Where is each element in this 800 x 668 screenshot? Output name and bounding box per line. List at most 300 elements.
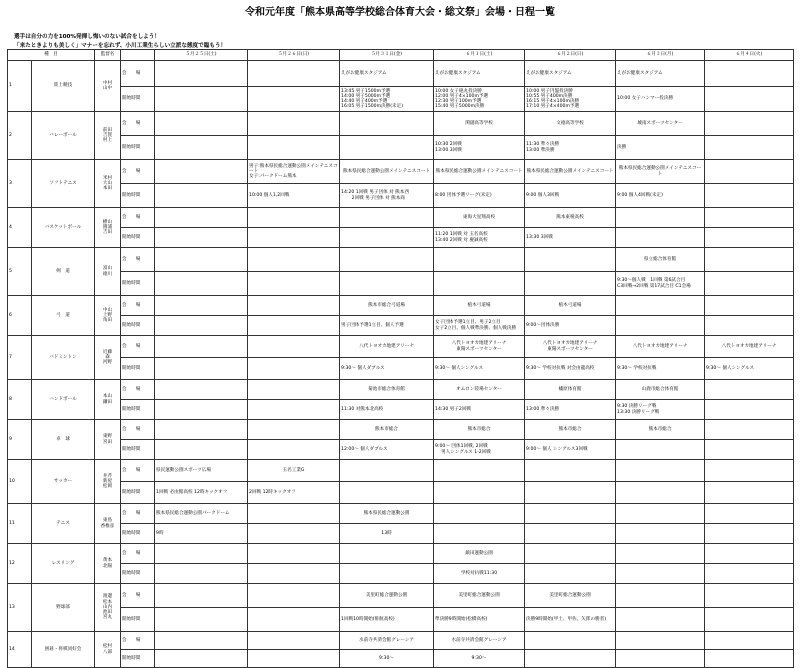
venue-cell-0604: [705, 544, 794, 564]
time-cell-0601: 9:00～ 団体1回戦, 2回戦 男人シングルス 1-2回戦: [434, 440, 525, 460]
start-time-label: 開始時間: [121, 136, 155, 160]
time-cell-0601: 女子団体予選1立目、男子2立目 女子2立目、個人戦準決勝、個人戦決勝: [434, 316, 525, 336]
time-cell-0604: [705, 272, 794, 296]
supervisor-names: 井芹 新屋 松岡: [95, 460, 121, 504]
start-time-label: 開始時間: [121, 650, 155, 668]
venue-cell-0601: 水前寺共済会館グレーシア: [434, 632, 525, 650]
sport-venue-row: [8, 336, 794, 358]
venue-cell-0602: [525, 632, 616, 650]
sport-name: レスリング: [32, 544, 95, 584]
time-cell-0601: 10:00 女子砲丸投決勝 12:00 男子4×100m予選 12:30 男子100m予選 15:40 男子5000m決勝: [434, 87, 525, 112]
time-cell-0531: [340, 564, 434, 584]
header-row: [8, 50, 794, 61]
venue-cell-0603: 熊本市総合: [616, 420, 705, 440]
venue-cell-0526: [248, 112, 340, 136]
time-cell-0603: [616, 524, 705, 544]
sport-time-row: [8, 272, 794, 296]
time-cell-0603: 9:30～ 学校対抗戦: [616, 358, 705, 380]
venue-cell-0526: [248, 584, 340, 608]
start-time-label: 開始時間: [121, 228, 155, 248]
venue-cell-0603: [616, 632, 705, 650]
venue-label: 会 場: [121, 460, 155, 482]
time-cell-0531: [340, 136, 434, 160]
time-cell-0603: 9:30 決勝リーグ戦 13:30 決勝リーグ戦: [616, 400, 705, 420]
sport-number: 5: [8, 248, 32, 296]
venue-cell-0604: [705, 112, 794, 136]
time-cell-0526: [248, 272, 340, 296]
time-cell-0601: 9:30～: [434, 650, 525, 668]
venue-cell-0602: 美里町総合運動公園: [525, 584, 616, 608]
time-cell-0603: [616, 228, 705, 248]
time-cell-0525: [155, 272, 248, 296]
time-cell-0603: 決勝: [616, 136, 705, 160]
time-cell-0601: 学校対抗戦11:30: [434, 564, 525, 584]
supervisor-names: 米村 大山 本田: [95, 160, 121, 208]
sport-name: 囲碁・将棋同好会: [32, 632, 95, 668]
time-cell-0526: [248, 136, 340, 160]
venue-cell-0531: 八代トヨオカ地建アリーナ: [340, 336, 434, 358]
time-cell-0602: 10:00 男子円盤投決勝 10:55 男子400m決勝 16:15 男子4×100m決勝 17:10 男子4×400m予選: [525, 87, 616, 112]
venue-cell-0602: [525, 544, 616, 564]
sport-number: 11: [8, 504, 32, 544]
header-date-0601: ６月１日(土): [434, 50, 525, 61]
time-cell-0603: [616, 564, 705, 584]
venue-cell-0602: 八代トヨオカ地建アリーナ 東陽スポーツセンター: [525, 336, 616, 358]
sport-time-row: [8, 184, 794, 208]
time-cell-0525: [155, 440, 248, 460]
sport-venue-row: [8, 632, 794, 650]
time-cell-0531: [340, 272, 434, 296]
time-cell-0604: [705, 564, 794, 584]
sport-name: ハンドボール: [32, 380, 95, 420]
venue-cell-0603: [616, 208, 705, 228]
start-time-label: 開始時間: [121, 358, 155, 380]
time-cell-0531: 14:20 1回戦 男子団体 対 熊本西 2回戦 男子団体 対 熊本商: [340, 184, 434, 208]
time-cell-0604: [705, 608, 794, 632]
venue-cell-0604: [705, 208, 794, 228]
sport-number: 7: [8, 336, 32, 380]
venue-cell-0602: えがお健康スタジアム: [525, 61, 616, 87]
time-cell-0601: [434, 482, 525, 504]
sport-time-row: [8, 564, 794, 584]
venue-label: 会 場: [121, 544, 155, 564]
header-date-0526: ５月２６日(日): [248, 50, 340, 61]
time-cell-0525: [155, 608, 248, 632]
time-cell-0602: 9:00 個人3回戦: [525, 184, 616, 208]
supervisor-names: 東島 香椎彦: [95, 504, 121, 544]
sport-name: 陸上競技: [32, 61, 95, 112]
supervisor-names: 中山 上野 角田: [95, 296, 121, 336]
venue-label: 会 場: [121, 61, 155, 87]
time-cell-0604: [705, 650, 794, 668]
sport-venue-row: [8, 112, 794, 136]
venue-cell-0601: [434, 504, 525, 524]
venue-cell-0525: [155, 632, 248, 650]
time-cell-0604: [705, 524, 794, 544]
supervisor-names: 松村 八部: [95, 632, 121, 668]
time-cell-0603: [616, 650, 705, 668]
venue-cell-0604: [705, 160, 794, 184]
time-cell-0526: [248, 400, 340, 420]
venue-cell-0531: 菊池市総合体育館: [340, 380, 434, 400]
venue-cell-0604: [705, 584, 794, 608]
venue-cell-0601: [434, 248, 525, 272]
page-title: 令和元年度「熊本県高等学校総合体育大会・総文祭」会場・日程一覧: [245, 7, 555, 18]
time-cell-0603: [616, 440, 705, 460]
venue-cell-0525: [155, 160, 248, 184]
time-cell-0603: 10:00 女子ハンマー投決勝: [616, 87, 705, 112]
time-cell-0526: [248, 650, 340, 668]
venue-cell-0602: 熊本東稜高校: [525, 208, 616, 228]
time-cell-0525: [155, 87, 248, 112]
venue-cell-0531: 熊本県民総合運動公園メインテニスコート: [340, 160, 434, 184]
venue-cell-0531: [340, 208, 434, 228]
venue-cell-0602: 熊本県民総合運動公園メインテニスコート: [525, 160, 616, 184]
venue-cell-0601: 植木弓道場: [434, 296, 525, 316]
header-date-0531: ５月３１日(金): [340, 50, 434, 61]
supervisor-names: 本山 鎌田: [95, 380, 121, 420]
time-cell-0604: [705, 482, 794, 504]
time-cell-0601: 8:00 団体予選リーグ(未定): [434, 184, 525, 208]
time-cell-0601: 11:20 1回戦 対 玉名高校 13:40 2回戦 対 慶誠高校: [434, 228, 525, 248]
sport-name: 剣 道: [32, 248, 95, 296]
time-cell-0526: 10:00 個人1,2回戦: [248, 184, 340, 208]
time-cell-0604: 9:30～ 個人シングルス: [705, 358, 794, 380]
venue-cell-0604: [705, 296, 794, 316]
venue-cell-0603: 山鹿市総合体育館: [616, 380, 705, 400]
supervisor-names: 前田 吉賀 村上: [95, 112, 121, 160]
venue-cell-0603: [616, 504, 705, 524]
time-cell-0525: [155, 316, 248, 336]
time-cell-0604: [705, 440, 794, 460]
venue-label: 会 場: [121, 632, 155, 650]
time-cell-0602: [525, 272, 616, 296]
supervisor-names: 東野 宮田: [95, 420, 121, 460]
time-cell-0604: [705, 316, 794, 336]
start-time-label: 開始時間: [121, 440, 155, 460]
venue-cell-0526: 玉名工業G: [248, 460, 340, 482]
sport-number: 3: [8, 160, 32, 208]
sport-time-row: [8, 650, 794, 668]
supervisor-names: 渡邊 松本 山内 池田 宮丸: [95, 584, 121, 632]
start-time-label: 開始時間: [121, 184, 155, 208]
time-cell-0531: 男子団体予選1立目、個人予選: [340, 316, 434, 336]
header-date-0604: ６月４日(火): [705, 50, 794, 61]
time-cell-0602: [525, 564, 616, 584]
time-cell-0531: 13:45 男子1500m予選 14:00 男子5000m予選 14:40 男子400m予選 16:05 男子1500m決勝(未定): [340, 87, 434, 112]
time-cell-0604: [705, 228, 794, 248]
venue-cell-0526: [248, 544, 340, 564]
venue-label: 会 場: [121, 584, 155, 608]
time-cell-0525: [155, 650, 248, 668]
venue-cell-0531: 熊本県民総合運動公園: [340, 504, 434, 524]
sport-name: バレーボール: [32, 112, 95, 160]
sport-time-row: [8, 316, 794, 336]
venue-cell-0525: [155, 208, 248, 228]
sport-name: テニス: [32, 504, 95, 544]
venue-label: 会 場: [121, 420, 155, 440]
venue-cell-0525: [155, 61, 248, 87]
time-cell-0531: [340, 482, 434, 504]
time-cell-0531: 11:30 対熊本北高校: [340, 400, 434, 420]
sport-time-row: [8, 608, 794, 632]
supervisor-names: 横山 園浦 吉田: [95, 208, 121, 248]
time-cell-0526: 2回戦 12時キックオフ: [248, 482, 340, 504]
venue-cell-0526: [248, 61, 340, 87]
venue-cell-0526: [248, 420, 340, 440]
supervisor-names: 富山 徳川: [95, 248, 121, 296]
venue-cell-0526: [248, 380, 340, 400]
time-cell-0525: 1回戦 必由館高校 12時キックオフ: [155, 482, 248, 504]
venue-cell-0603: 城南スポーツセンター: [616, 112, 705, 136]
venue-cell-0602: 橘原体育館: [525, 380, 616, 400]
venue-cell-0531: 美里町総合運動公園: [340, 584, 434, 608]
sport-name: 野球部: [32, 584, 95, 632]
sport-number: 4: [8, 208, 32, 248]
venue-cell-0601: 八代トヨオカ地建アリーナ 東陽スポーツセンター: [434, 336, 525, 358]
sport-venue-row: [8, 208, 794, 228]
venue-cell-0526: 男子:熊本県民総合運動公園メインテニスコート 女子:パークドーム熊本: [248, 160, 340, 184]
venue-cell-0525: 熊本県民総合運動公園パークドーム: [155, 504, 248, 524]
sport-number: 8: [8, 380, 32, 420]
venue-cell-0525: [155, 112, 248, 136]
start-time-label: 開始時間: [121, 608, 155, 632]
sport-name: 弓 道: [32, 296, 95, 336]
slogan-2: 「来たときよりも美しく」マナーを忘れず、小川工業生らしい立派な態度で臨もう！: [14, 43, 227, 49]
venue-cell-0603: [616, 296, 705, 316]
header-date-0603: ６月３日(月): [616, 50, 705, 61]
time-cell-0531: 9:30～: [340, 650, 434, 668]
venue-cell-0525: [155, 584, 248, 608]
sport-venue-row: [8, 544, 794, 564]
time-cell-0526: [248, 440, 340, 460]
sport-time-row: [8, 136, 794, 160]
venue-cell-0526: [248, 504, 340, 524]
sport-number: 9: [8, 420, 32, 460]
time-cell-0525: [155, 358, 248, 380]
sport-name: バスケットボール: [32, 208, 95, 248]
venue-cell-0601: [434, 460, 525, 482]
venue-cell-0604: [705, 460, 794, 482]
time-cell-0602: 9:30～ 学校対抗戦 対会由龍高校: [525, 358, 616, 380]
sport-number: 6: [8, 296, 32, 336]
venue-cell-0526: [248, 248, 340, 272]
time-cell-0526: [248, 564, 340, 584]
venue-cell-0602: 植木弓道場: [525, 296, 616, 316]
venue-cell-0525: 県民運動公園スポーツ広場: [155, 460, 248, 482]
time-cell-0525: [155, 228, 248, 248]
time-cell-0602: 13:30 3回戦: [525, 228, 616, 248]
venue-cell-0526: [248, 632, 340, 650]
time-cell-0601: 準決勝9時開始(松橋高校): [434, 608, 525, 632]
venue-cell-0601: オムロン陸場センター: [434, 380, 525, 400]
time-cell-0601: 10:30 2回戦 13:00 3回戦: [434, 136, 525, 160]
time-cell-0525: [155, 400, 248, 420]
time-cell-0531: [340, 228, 434, 248]
sport-time-row: [8, 482, 794, 504]
time-cell-0526: [248, 316, 340, 336]
start-time-label: 開始時間: [121, 272, 155, 296]
venue-cell-0603: 県立総合体育館: [616, 248, 705, 272]
sport-venue-row: [8, 504, 794, 524]
venue-cell-0601: 熊本県民総合運動公園メインテニスコート: [434, 160, 525, 184]
venue-cell-0525: [155, 544, 248, 564]
time-cell-0603: 9:00 個人4回戦(未定): [616, 184, 705, 208]
venue-cell-0603: [616, 584, 705, 608]
venue-cell-0604: [705, 380, 794, 400]
venue-cell-0604: [705, 504, 794, 524]
header-supervisor: 監督名: [95, 50, 121, 61]
venue-cell-0531: 熊本市総合: [340, 420, 434, 440]
venue-cell-0525: [155, 248, 248, 272]
venue-label: 会 場: [121, 296, 155, 316]
venue-cell-0531: [340, 460, 434, 482]
venue-cell-0525: [155, 336, 248, 358]
start-time-label: 開始時間: [121, 87, 155, 112]
sport-number: 12: [8, 544, 32, 584]
time-cell-0526: [248, 87, 340, 112]
venue-label: 会 場: [121, 380, 155, 400]
sport-time-row: [8, 87, 794, 112]
time-cell-0531: 1回戦10時開始(俳航高校): [340, 608, 434, 632]
venue-cell-0526: [248, 208, 340, 228]
venue-cell-0602: [525, 248, 616, 272]
time-cell-0602: [525, 482, 616, 504]
venue-cell-0531: 水前寺共済会館グレーシア: [340, 632, 434, 650]
venue-cell-0525: [155, 380, 248, 400]
time-cell-0603: 9:30～個人戦 1回戦 第6試合目 C3回戦→2回戦 第17試合目 C1会場: [616, 272, 705, 296]
time-cell-0526: [248, 524, 340, 544]
time-cell-0603: [616, 482, 705, 504]
venue-cell-0602: [525, 460, 616, 482]
time-cell-0604: [705, 400, 794, 420]
time-cell-0526: [248, 608, 340, 632]
venue-cell-0531: [340, 544, 434, 564]
time-cell-0602: 11:30 準々決勝 13:00 準決勝: [525, 136, 616, 160]
sport-venue-row: [8, 420, 794, 440]
venue-label: 会 場: [121, 248, 155, 272]
sport-number: 1: [8, 61, 32, 112]
venue-cell-0601: 美里町総合運動公園: [434, 584, 525, 608]
sport-venue-row: [8, 296, 794, 316]
start-time-label: 開始時間: [121, 564, 155, 584]
sport-number: 13: [8, 584, 32, 632]
venue-label: 会 場: [121, 112, 155, 136]
venue-label: 会 場: [121, 336, 155, 358]
time-cell-0603: [616, 608, 705, 632]
time-cell-0531: 9:30～ 個人ダブルス: [340, 358, 434, 380]
venue-cell-0525: [155, 296, 248, 316]
venue-cell-0531: 熊本市総合弓道場: [340, 296, 434, 316]
start-time-label: 開始時間: [121, 524, 155, 544]
time-cell-0525: [155, 564, 248, 584]
time-cell-0525: [155, 136, 248, 160]
time-cell-0602: 13:00 準々決勝: [525, 400, 616, 420]
time-cell-0604: [705, 87, 794, 112]
header-blank: [121, 50, 155, 61]
venue-cell-0603: 熊本県民総合運動公園メインテニスコート: [616, 160, 705, 184]
venue-cell-0601: 鎮田運動公園: [434, 544, 525, 564]
sport-time-row: [8, 228, 794, 248]
time-cell-0602: [525, 524, 616, 544]
venue-label: 会 場: [121, 504, 155, 524]
sport-venue-row: [8, 248, 794, 272]
sport-time-row: [8, 358, 794, 380]
start-time-label: 開始時間: [121, 316, 155, 336]
time-cell-0602: [525, 650, 616, 668]
sport-time-row: [8, 400, 794, 420]
venue-cell-0531: [340, 248, 434, 272]
venue-cell-0525: [155, 420, 248, 440]
header-date-0602: ６月２日(日): [525, 50, 616, 61]
venue-cell-0604: [705, 632, 794, 650]
venue-cell-0602: 熊本市総合: [525, 420, 616, 440]
time-cell-0603: [616, 316, 705, 336]
sport-time-row: [8, 524, 794, 544]
time-cell-0604: [705, 136, 794, 160]
time-cell-0604: [705, 184, 794, 208]
venue-cell-0603: [616, 544, 705, 564]
venue-cell-0601: えがお健康スタジアム: [434, 61, 525, 87]
venue-cell-0602: 文徳高等学校: [525, 112, 616, 136]
sport-venue-row: [8, 584, 794, 608]
supervisor-names: 中村 山中: [95, 61, 121, 112]
sport-venue-row: [8, 460, 794, 482]
venue-cell-0604: [705, 248, 794, 272]
sport-name: サッカー: [32, 460, 95, 504]
sport-venue-row: [8, 380, 794, 400]
venue-cell-0526: [248, 296, 340, 316]
time-cell-0525: [155, 184, 248, 208]
venue-cell-0531: えがお健康スタジアム: [340, 61, 434, 87]
start-time-label: 開始時間: [121, 400, 155, 420]
header-date-0525: ５月２５日(土): [155, 50, 248, 61]
sport-number: 10: [8, 460, 32, 504]
slogan-1: 選手は自分の力を100%発揮し悔いのない試合をしよう！: [14, 34, 160, 40]
venue-cell-0603: [616, 460, 705, 482]
supervisor-names: 黄本 北陽: [95, 544, 121, 584]
venue-cell-0604: 八代トヨオカ地建アリーナ: [705, 336, 794, 358]
header-sport: 種 目: [8, 50, 95, 61]
venue-cell-0601: 関副高等学校: [434, 112, 525, 136]
venue-label: 会 場: [121, 208, 155, 228]
time-cell-0602: 9:00～団体決勝: [525, 316, 616, 336]
sport-number: 2: [8, 112, 32, 160]
sport-name: バドミントン: [32, 336, 95, 380]
supervisor-names: 近藤 森 河野: [95, 336, 121, 380]
sport-venue-row: [8, 61, 794, 87]
time-cell-0601: 14:30 男子2回戦: [434, 400, 525, 420]
schedule-table: [7, 49, 794, 668]
start-time-label: 開始時間: [121, 482, 155, 504]
time-cell-0601: [434, 272, 525, 296]
venue-cell-0601: 熊本市総合: [434, 420, 525, 440]
time-cell-0531: 13時: [340, 524, 434, 544]
venue-cell-0603: えがお健康スタジアム: [616, 61, 705, 87]
sport-name: 卓 球: [32, 420, 95, 460]
time-cell-0526: [248, 228, 340, 248]
venue-cell-0603: 八代トヨオカ地建アリーナ: [616, 336, 705, 358]
sport-venue-row: [8, 160, 794, 184]
venue-cell-0531: [340, 112, 434, 136]
time-cell-0525: 9時: [155, 524, 248, 544]
venue-label: 会 場: [121, 160, 155, 184]
sport-number: 14: [8, 632, 32, 668]
time-cell-0601: [434, 524, 525, 544]
sport-time-row: [8, 440, 794, 460]
venue-cell-0604: [705, 420, 794, 440]
time-cell-0602: 決勝9時開始(甲土、甲佐、矢郎の勝者): [525, 608, 616, 632]
